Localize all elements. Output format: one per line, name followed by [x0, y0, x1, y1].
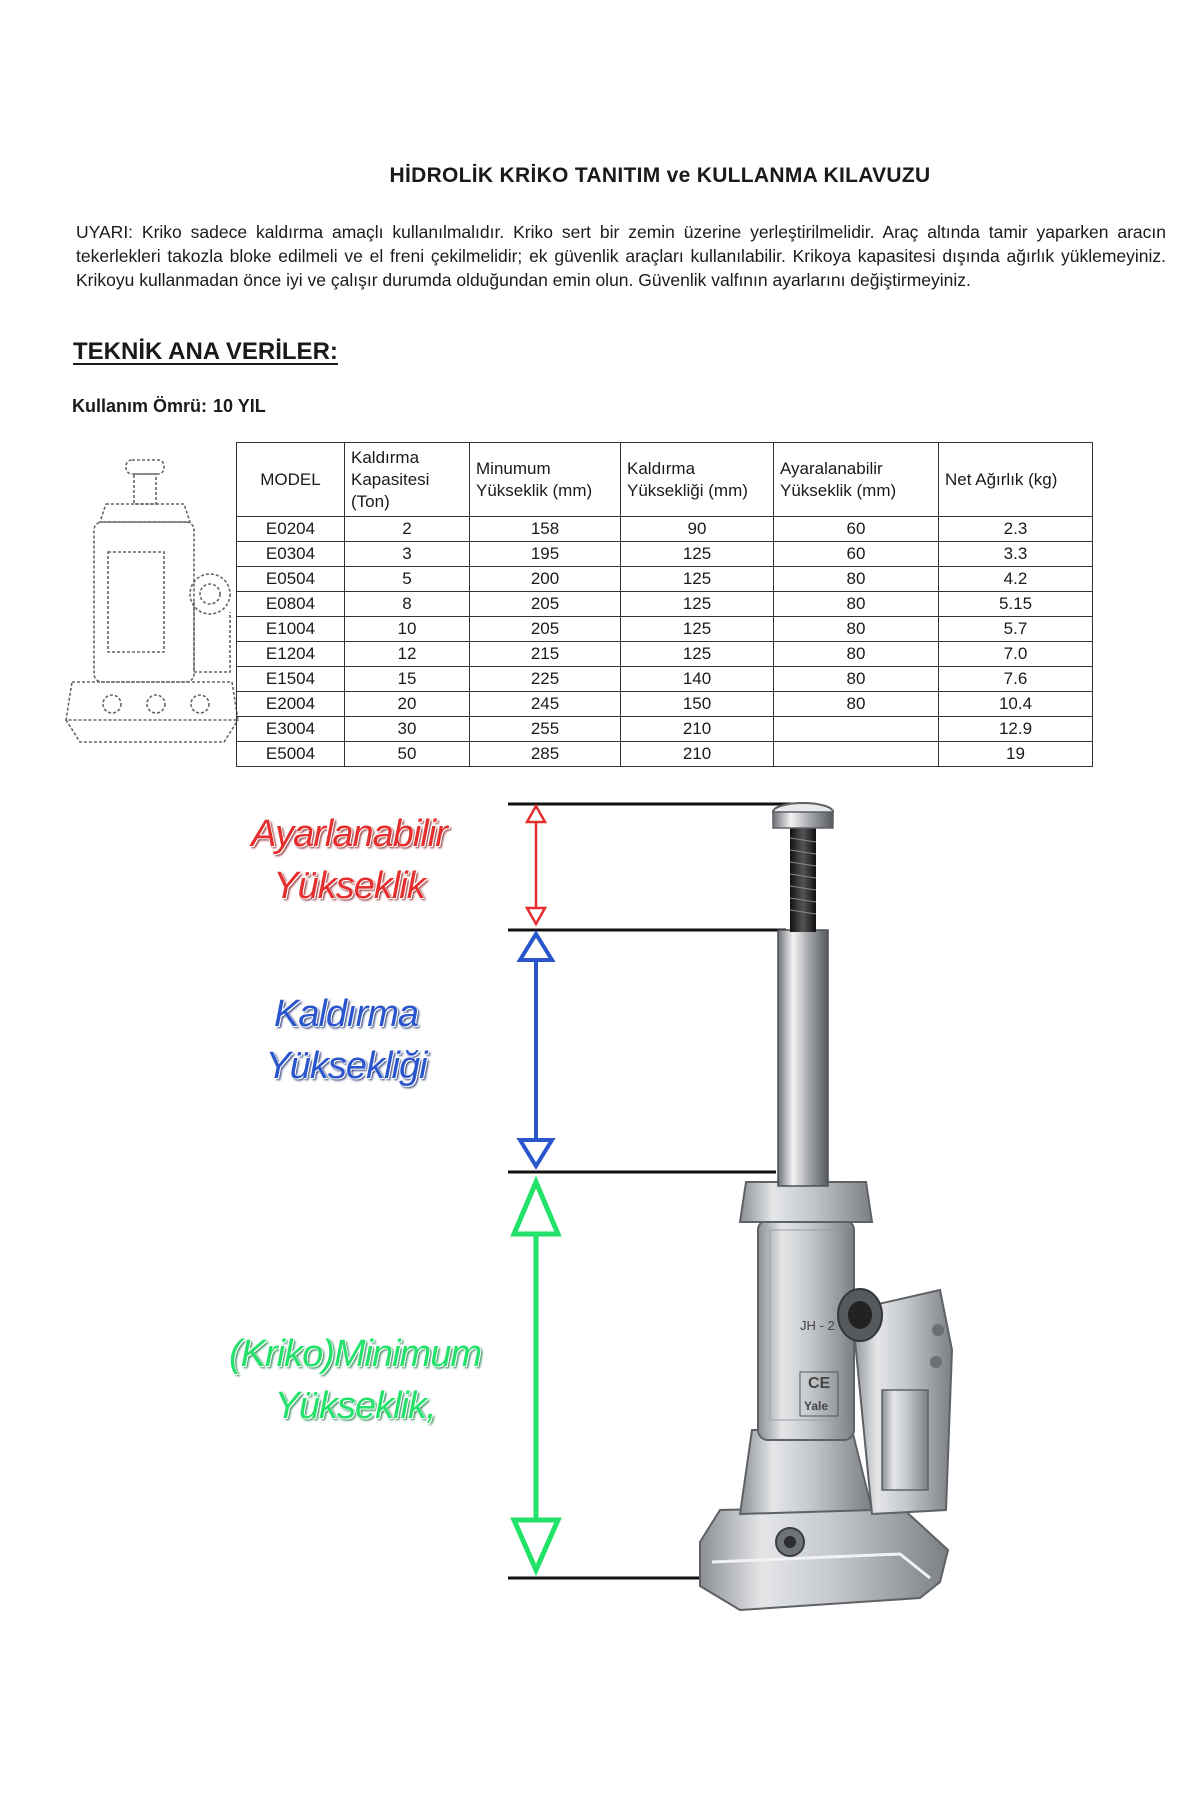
- cell-adjustable: 80: [774, 692, 939, 717]
- cell-lift-height: 125: [621, 642, 774, 667]
- cell-weight: 19: [939, 742, 1093, 767]
- header-capacity: Kaldırma Kapasitesi (Ton): [345, 443, 470, 517]
- cell-adjustable: 80: [774, 617, 939, 642]
- adjustable-label-line2: Yükseklik: [273, 865, 425, 907]
- min-label-line1: (Kriko)Minimum: [229, 1333, 481, 1375]
- cell-lift-height: 210: [621, 717, 774, 742]
- cell-weight: 2.3: [939, 517, 1093, 542]
- cell-lift-height: 150: [621, 692, 774, 717]
- document-title: HİDROLİK KRİKO TANITIM ve KULLANMA KILAVUZU: [389, 164, 931, 187]
- jack-sketch-illustration: [60, 452, 240, 762]
- cell-model: E0204: [237, 517, 345, 542]
- table-header-row: [237, 443, 1093, 517]
- table-row: [237, 742, 1093, 767]
- cell-model: E0304: [237, 542, 345, 567]
- cell-capacity: 8: [345, 592, 470, 617]
- cell-adjustable: 80: [774, 642, 939, 667]
- table-row: [237, 642, 1093, 667]
- cell-adjustable: 60: [774, 517, 939, 542]
- header-lift-height: Kaldırma Yüksekliği (mm): [621, 443, 774, 517]
- plate-brand-text: Yale: [804, 1399, 829, 1413]
- header-adjustable: Ayaralanabilir Yükseklik (mm): [774, 443, 939, 517]
- cell-weight: 4.2: [939, 567, 1093, 592]
- plate-model-text: JH - 2: [800, 1318, 835, 1333]
- cell-capacity: 10: [345, 617, 470, 642]
- jack-photo-illustration: [700, 803, 952, 1610]
- header-min-height: Minumum Yükseklik (mm): [470, 443, 621, 517]
- cell-lift-height: 140: [621, 667, 774, 692]
- cell-model: E1004: [237, 617, 345, 642]
- cell-capacity: 3: [345, 542, 470, 567]
- cell-min-height: 205: [470, 592, 621, 617]
- cell-min-height: 225: [470, 667, 621, 692]
- cell-adjustable: [774, 742, 939, 767]
- header-model: MODEL: [237, 443, 345, 517]
- cell-min-height: 205: [470, 617, 621, 642]
- minimum-height-label: [210, 1328, 500, 1432]
- lift-height-arrow: [520, 934, 552, 1166]
- cell-adjustable: 80: [774, 592, 939, 617]
- cell-lift-height: 125: [621, 592, 774, 617]
- cell-lift-height: 125: [621, 567, 774, 592]
- spec-table: [236, 442, 1093, 767]
- cell-lift-height: 125: [621, 542, 774, 567]
- lift-label-line1: Kaldırma: [273, 993, 419, 1035]
- warning-paragraph: UYARI: Kriko sadece kaldırma amaçlı kullanılmalıdır. Kriko sert bir zemin üzerine yerleştirilmelidir. Araç altında tamir yaparken aracın tekerlekleri takozla bloke edilmeli ve el freni çekilmelidir; ek güvenlik araçları kullanılabilir. Krikoya kapasitesi dışında ağırlık yüklemeyiniz. Krikoyu kullanmadan önce iyi ve çalışır durumda olduğundan emin olun. Güvenlik valfının ayarlarını değiştirmeyiniz.: [76, 222, 1166, 290]
- cell-weight: 3.3: [939, 542, 1093, 567]
- cell-capacity: 12: [345, 642, 470, 667]
- adjustable-height-label: [224, 808, 474, 912]
- height-diagram: [0, 790, 1200, 1800]
- cell-adjustable: 80: [774, 567, 939, 592]
- cell-model: E3004: [237, 717, 345, 742]
- cell-weight: 12.9: [939, 717, 1093, 742]
- cell-capacity: 50: [345, 742, 470, 767]
- table-row: [237, 692, 1093, 717]
- cell-adjustable: 60: [774, 542, 939, 567]
- lift-height-label: [236, 988, 456, 1092]
- table-row: [237, 667, 1093, 692]
- cell-model: E1204: [237, 642, 345, 667]
- table-row: [237, 592, 1093, 617]
- table-row: [237, 617, 1093, 642]
- table-row: [237, 567, 1093, 592]
- cell-min-height: 200: [470, 567, 621, 592]
- adjustable-height-arrow: [527, 806, 545, 924]
- cell-adjustable: [774, 717, 939, 742]
- section-heading: TEKNİK ANA VERİLER:: [73, 338, 338, 365]
- cell-capacity: 30: [345, 717, 470, 742]
- cell-weight: 7.0: [939, 642, 1093, 667]
- cell-model: E2004: [237, 692, 345, 717]
- minimum-height-arrow: [514, 1182, 558, 1570]
- cell-weight: 10.4: [939, 692, 1093, 717]
- adjustable-label-line1: Ayarlanabilir: [251, 813, 447, 855]
- cell-min-height: 195: [470, 542, 621, 567]
- cell-min-height: 245: [470, 692, 621, 717]
- table-row: [237, 717, 1093, 742]
- cell-weight: 5.15: [939, 592, 1093, 617]
- cell-min-height: 285: [470, 742, 621, 767]
- cell-model: E5004: [237, 742, 345, 767]
- cell-lift-height: 210: [621, 742, 774, 767]
- cell-adjustable: 80: [774, 667, 939, 692]
- header-weight: Net Ağırlık (kg): [939, 443, 1093, 517]
- cell-model: E1504: [237, 667, 345, 692]
- cell-lift-height: 90: [621, 517, 774, 542]
- cell-capacity: 20: [345, 692, 470, 717]
- cell-capacity: 2: [345, 517, 470, 542]
- cell-weight: 5.7: [939, 617, 1093, 642]
- lifetime-line: [72, 396, 272, 417]
- table-row: [237, 517, 1093, 542]
- cell-model: E0504: [237, 567, 345, 592]
- cell-min-height: 158: [470, 517, 621, 542]
- cell-weight: 7.6: [939, 667, 1093, 692]
- cell-lift-height: 125: [621, 617, 774, 642]
- min-label-line2: Yükseklik,: [274, 1385, 436, 1427]
- cell-min-height: 255: [470, 717, 621, 742]
- lift-label-line2: Yüksekliği: [265, 1045, 427, 1087]
- lifetime-label: Kullanım Ömrü:: [72, 396, 208, 416]
- cell-min-height: 215: [470, 642, 621, 667]
- cell-capacity: 15: [345, 667, 470, 692]
- cell-capacity: 5: [345, 567, 470, 592]
- table-row: [237, 542, 1093, 567]
- cell-model: E0804: [237, 592, 345, 617]
- plate-ce-text: CE: [808, 1375, 831, 1392]
- lifetime-value: 10 YIL: [213, 396, 266, 416]
